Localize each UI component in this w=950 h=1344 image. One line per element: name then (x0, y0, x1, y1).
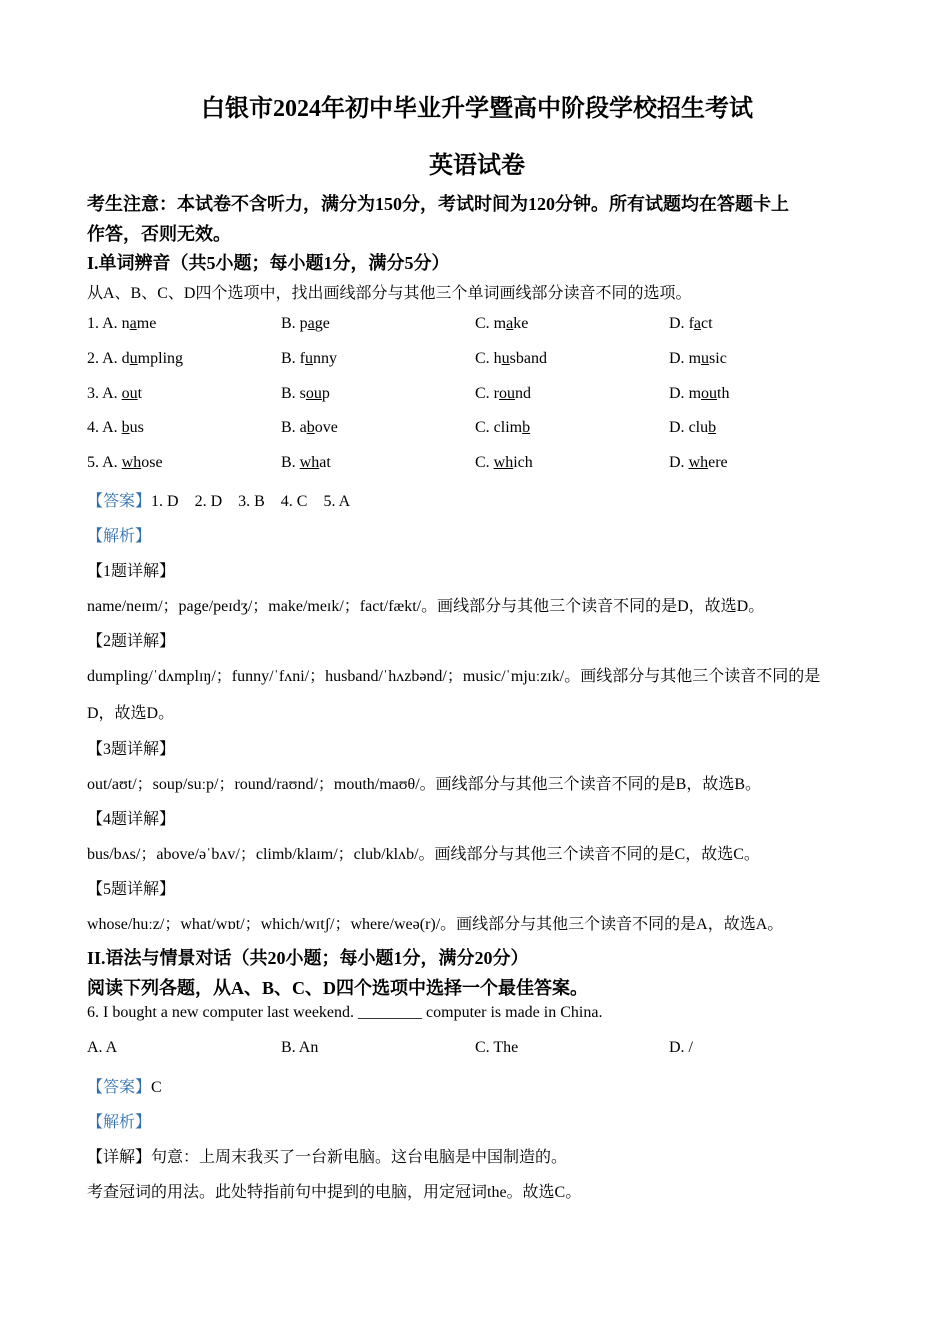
word-part: f (299, 350, 305, 367)
q6-answer-label: 【答案】 (87, 1079, 152, 1096)
option-prefix: B. (281, 350, 300, 367)
word-part: n (121, 315, 130, 332)
word-part: th (717, 385, 730, 402)
option-prefix: C. (475, 454, 494, 471)
answer-label: 【答案】 (87, 493, 152, 510)
word-part: p (321, 385, 330, 402)
underlined-part: u (129, 350, 138, 367)
option-a (87, 315, 156, 333)
word-part: m (688, 385, 702, 402)
q6-detail-label: 【详解】 (87, 1149, 152, 1166)
option-prefix: 1. A. (87, 315, 122, 332)
option-c (475, 350, 547, 368)
detail-3-text: out/aʊt/；soup/suːp/；round/raʊnd/；mouth/maʊθ/。画线部分与其他三个读音不同的是B，故选B。 (87, 776, 762, 793)
notice: 考生注意：本试卷不含听力，满分为150分，考试时间为120分钟。所有试题均在答题卡上 (87, 194, 789, 214)
option-c (475, 315, 528, 333)
word-part: p (299, 315, 308, 332)
word-part: d (121, 350, 130, 367)
option-d (669, 350, 727, 368)
word-part: r (493, 385, 499, 402)
option-prefix: 5. A. (87, 454, 122, 471)
underlined-part: u (701, 350, 710, 367)
option-prefix: 4. A. (87, 419, 122, 436)
detail-1-text: name/neɪm/；page/peɪdʒ/；make/meɪk/；fact/fækt/。画线部分与其他三个读音不同的是D，故选D。 (87, 598, 765, 615)
word-part: sband (509, 350, 547, 367)
option-a (87, 419, 144, 437)
option-d: D. / (669, 1039, 693, 1056)
q6-answer-line (87, 1074, 162, 1097)
word-part: us (129, 419, 144, 436)
option-b (281, 315, 330, 333)
underlined-part: wh (493, 454, 514, 471)
option-prefix: C. (475, 385, 494, 402)
option-a (87, 350, 183, 368)
option-b (281, 350, 337, 368)
section1-instruction: 从A、B、C、D四个选项中，找出画线部分与其他三个单词画线部分读音不同的选项。 (87, 285, 692, 302)
word-part: ove (314, 419, 338, 436)
option-b: B. An (281, 1039, 319, 1056)
detail-2-text-continued: D，故选D。 (87, 705, 175, 722)
underlined-part: a (307, 315, 315, 332)
q6-detail-text: 句意：上周末我买了一台新电脑。这台电脑是中国制造的。 (151, 1149, 568, 1166)
option-c (475, 454, 533, 472)
section2-heading: II.语法与情景对话（共20小题；每小题1分，满分20分） (87, 948, 529, 968)
option-prefix: C. (475, 419, 494, 436)
word-part: a (299, 419, 307, 436)
word-part: clu (688, 419, 709, 436)
word-part: nd (515, 385, 531, 402)
page-title: 白银市2024年初中毕业升学暨高中阶段学校招生考试 (201, 96, 753, 122)
option-prefix: C. (475, 350, 494, 367)
option-prefix: 2. A. (87, 350, 122, 367)
detail-1-label: 【1题详解】 (87, 563, 176, 580)
option-prefix: C. (475, 315, 494, 332)
detail-5-text: whose/huːz/；what/wɒt/；which/wɪtʃ/；where/weə(r)/。画线部分与其他三个读音不同的是A，故选A。 (87, 916, 784, 933)
underlined-part: u (305, 350, 313, 367)
word-part: ge (314, 315, 330, 332)
option-prefix: B. (281, 419, 300, 436)
option-prefix: B. (281, 454, 300, 471)
question-6-stem: 6. I bought a new computer last weekend. ________ computer is made in China. (87, 1004, 603, 1021)
underlined-part: ou (499, 385, 515, 402)
underlined-part: u (501, 350, 510, 367)
underlined-part: b (306, 419, 315, 436)
word-part: ct (701, 315, 713, 332)
option-d (669, 385, 729, 403)
answer-line (87, 488, 350, 511)
option-b (281, 454, 331, 472)
option-prefix: D. (669, 419, 689, 436)
detail-4-label: 【4题详解】 (87, 811, 176, 828)
word-part: ich (513, 454, 533, 471)
word-part: h (493, 350, 502, 367)
option-d (669, 419, 716, 437)
underlined-part: b (522, 419, 531, 436)
notice-continued: 作答，否则无效。 (87, 224, 231, 244)
option-prefix: D. (669, 454, 689, 471)
word-part: at (319, 454, 331, 471)
q6-detail-line (87, 1144, 567, 1167)
word-part: f (688, 315, 694, 332)
word-part: nny (313, 350, 337, 367)
underlined-part: wh (688, 454, 709, 471)
word-part: mpling (137, 350, 184, 367)
word-part: clim (493, 419, 523, 436)
option-a (87, 454, 163, 472)
underlined-part: b (121, 419, 130, 436)
option-d (669, 454, 728, 472)
q6-analysis-label: 【解析】 (87, 1114, 152, 1131)
underlined-part: a (506, 315, 514, 332)
option-prefix: B. (281, 385, 300, 402)
word-part: ke (513, 315, 529, 332)
answer-text: 1. D 2. D 3. B 4. C 5. A (151, 493, 351, 510)
word-part: m (688, 350, 702, 367)
option-prefix: D. (669, 385, 689, 402)
word-part: ere (708, 454, 728, 471)
detail-4-text: bus/bʌs/；above/əˈbʌv/；climb/klaɪm/；club/klʌb/。画线部分与其他三个读音不同的是C，故选C。 (87, 846, 760, 863)
detail-3-label: 【3题详解】 (87, 741, 176, 758)
page-subtitle: 英语试卷 (429, 153, 525, 179)
underlined-part: b (708, 419, 717, 436)
detail-2-label: 【2题详解】 (87, 633, 176, 650)
q6-detail-text-continued: 考查冠词的用法。此处特指前句中提到的电脑，用定冠词the。故选C。 (87, 1184, 582, 1201)
section2-instruction: 阅读下列各题，从A、B、C、D四个选项中选择一个最佳答案。 (87, 978, 589, 998)
underlined-part: a (129, 315, 137, 332)
option-a: A. A (87, 1039, 118, 1056)
section1-heading: I.单词辨音（共5小题；每小题1分，满分5分） (87, 253, 450, 273)
detail-5-label: 【5题详解】 (87, 881, 176, 898)
option-d (669, 315, 713, 333)
word-part: me (136, 315, 157, 332)
option-b (281, 385, 330, 403)
underlined-part: wh (299, 454, 320, 471)
word-part: m (493, 315, 507, 332)
underlined-part: ou (121, 385, 138, 402)
option-c (475, 419, 530, 437)
option-c: C. The (475, 1039, 519, 1056)
underlined-part: ou (305, 385, 322, 402)
word-part: s (299, 385, 306, 402)
underlined-part: wh (121, 454, 142, 471)
word-part: t (137, 385, 143, 402)
word-part: ose (141, 454, 163, 471)
option-prefix: B. (281, 315, 300, 332)
option-prefix: 3. A. (87, 385, 122, 402)
option-prefix: D. (669, 315, 689, 332)
word-part: sic (709, 350, 727, 367)
q6-answer: C (151, 1079, 162, 1096)
option-b (281, 419, 338, 437)
detail-2-text: dumpling/ˈdʌmplɪŋ/；funny/ˈfʌni/；husband/ˈhʌzbənd/；music/ˈmjuːzɪk/。画线部分与其他三个读音不同的是 (87, 668, 821, 685)
option-prefix: D. (669, 350, 689, 367)
underlined-part: a (693, 315, 701, 332)
analysis-label: 【解析】 (87, 528, 152, 545)
option-a (87, 385, 142, 403)
option-c (475, 385, 531, 403)
underlined-part: ou (701, 385, 718, 402)
